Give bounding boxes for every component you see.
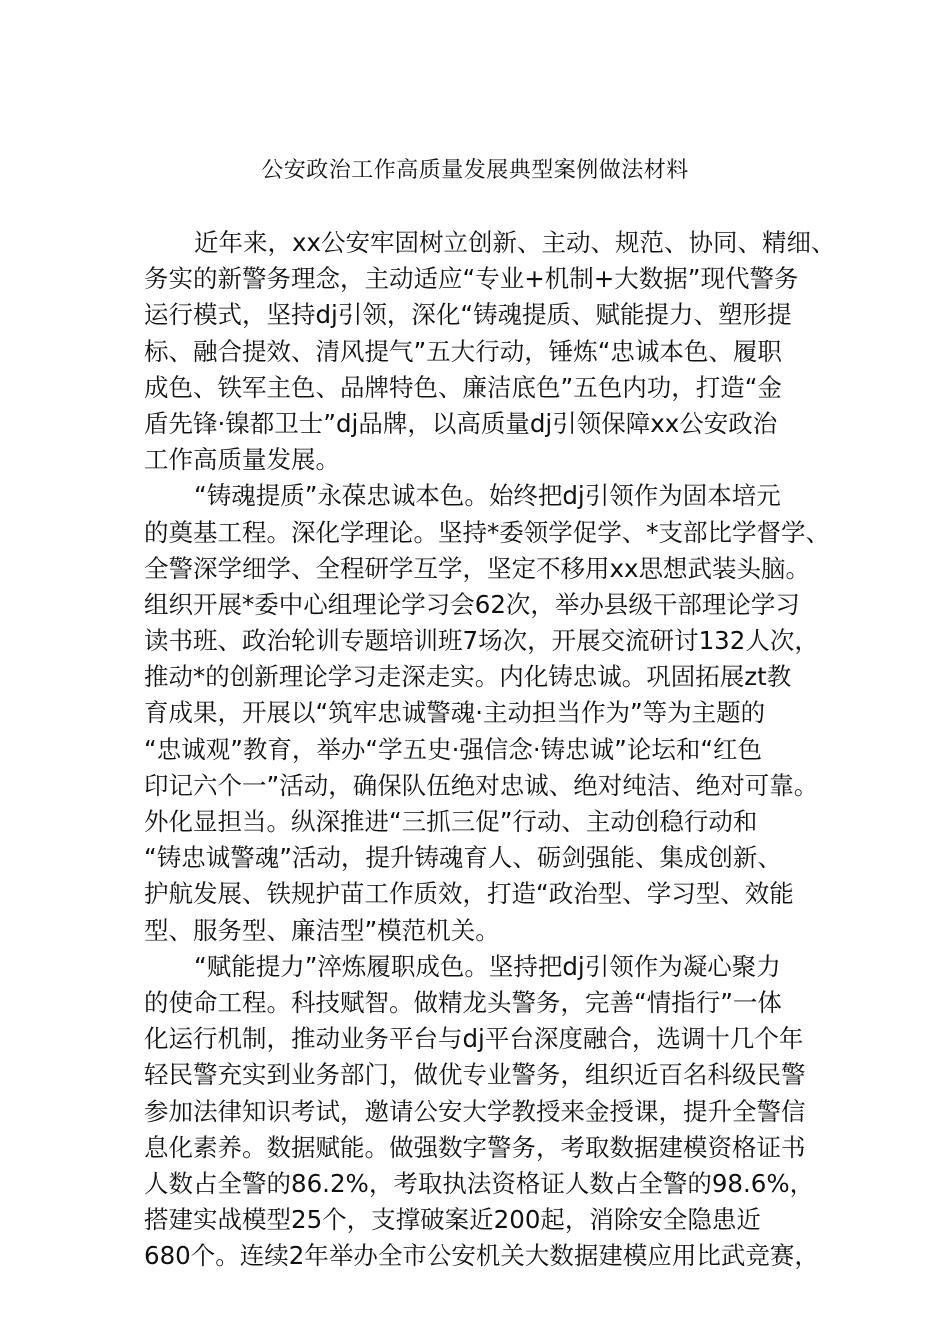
paragraph-2-line: 全警深学细学、全程研学互学，坚定不移用xx思想武装头脑。: [144, 553, 810, 583]
paragraph-2-line: “铸忠诚警魂”活动，提升铸魂育人、砺剑强能、集成创新、: [144, 843, 782, 873]
paragraph-2-line: 外化显担当。纵深推进“三抓三促”行动、主动创稳行动和: [144, 807, 758, 836]
paragraph-2-line: 护航发展、铁规护苗工作质效，打造“政治型、学习型、效能: [144, 879, 794, 909]
paragraph-3-line: “赋能提力”淬炼履职成色。坚持把dj引领作为凝心聚力: [194, 951, 781, 981]
paragraph-3-line: 息化素养。数据赋能。做强数字警务，考取数据建模资格证书: [144, 1132, 806, 1162]
paragraph-1-line: 标、融合提效、清风提气”五大行动，锤炼“忠诚本色、履职: [144, 336, 782, 366]
paragraph-2-line: “忠诚观”教育，举办“学五史·强信念·铸忠诚”论坛和“红色: [144, 734, 763, 764]
paragraph-2-line: 组织开展*委中心组理论学习会62次，举办县级干部理论学习: [144, 589, 800, 619]
paragraph-3-line: 轻民警充实到业务部门，做优专业警务，组织近百名科级民警: [144, 1060, 806, 1090]
paragraph-1-line: 运行模式，坚持dj引领，深化“铸魂提质、赋能提力、塑形提: [144, 300, 792, 330]
document-title: 公安政治工作高质量发展典型案例做法材料: [261, 158, 689, 183]
paragraph-3-line: 参加法律知识考试，邀请公安大学教授来金授课，提升全警信: [144, 1096, 806, 1126]
paragraph-2-line: 育成果，开展以“筑牢忠诚警魂·主动担当作为”等为主题的: [144, 698, 766, 728]
paragraph-2-line: 读书班、政治轮训专题培训班7场次，开展交流研讨132人次，: [144, 626, 819, 656]
document-body: [144, 225, 836, 1274]
paragraph-3-line: 人数占全警的86.2%，考取执法资格证人数占全警的98.6%，: [144, 1168, 815, 1198]
paragraph-3-line: 680个。连续2年举办全市公安机关大数据建模应用比武竞赛，: [144, 1241, 819, 1271]
paragraph-3-line: 的使命工程。科技赋智。做精龙头警务，完善“情指行”一体: [144, 987, 782, 1017]
paragraph-2-line: 型、服务型、廉洁型”模范机关。: [144, 915, 500, 945]
paragraph-1-line: 工作高质量发展。: [144, 445, 340, 475]
paragraph-3-line: 化运行机制，推动业务平台与dj平台深度融合，选调十几个年: [144, 1024, 804, 1054]
paragraph-3-line: 搭建实战模型25个，支撑破案近200起，消除安全隐患近: [144, 1205, 761, 1235]
paragraph-1-line: 近年来，xx公安牢固树立创新、主动、规范、协同、精细、: [194, 228, 836, 257]
paragraph-2-line: 印记六个一”活动，确保队伍绝对忠诚、绝对纯洁、绝对可靠。: [144, 770, 819, 800]
paragraph-1-line: 成色、铁军主色、品牌特色、廉洁底色”五色内功，打造“金: [144, 372, 782, 402]
paragraph-1-line: 盾先锋·镍都卫士”dj品牌，以高质量dj引领保障xx公安政治: [144, 408, 778, 438]
paragraph-2-line: “铸魂提质”永葆忠诚本色。始终把dj引领作为固本培元: [194, 481, 781, 511]
paragraph-2-line: 的奠基工程。深化学理论。坚持*委领学促学、*支部比学督学、: [144, 517, 830, 547]
paragraph-1-line: 务实的新警务理念，主动适应“专业+机制+大数据”现代警务: [144, 264, 799, 294]
paragraph-2-line: 推动*的创新理论学习走深走实。内化铸忠诚。巩固拓展zt教: [144, 662, 792, 692]
